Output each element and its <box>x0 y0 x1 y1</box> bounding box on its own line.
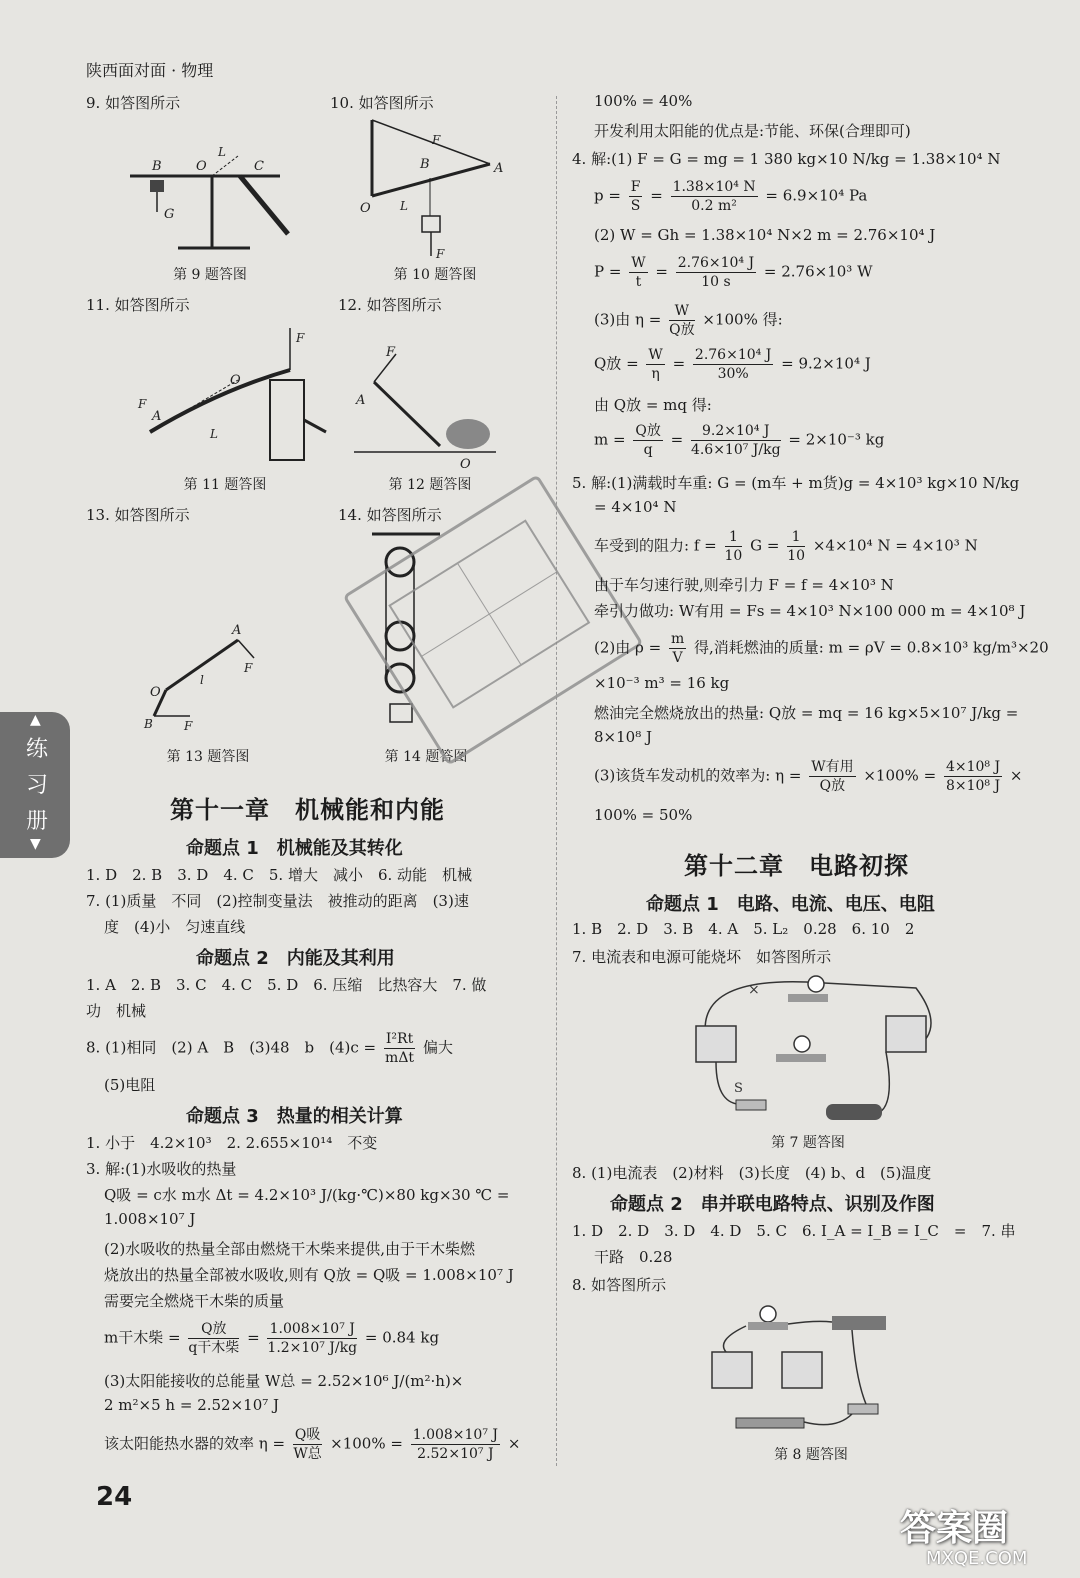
question-13: 13. 如答图所示 <box>86 506 190 524</box>
watermark-logo: 答案圈 <box>900 1508 1009 1549</box>
answer-line: 度 (4)小 匀速直线 <box>104 918 246 936</box>
denominator: 10 <box>724 548 743 564</box>
watermark-url: MXQE.COM <box>926 1548 1028 1569</box>
fraction <box>691 422 781 459</box>
fraction <box>188 1320 239 1357</box>
figure-9-lever <box>120 130 310 260</box>
answer-line: (2)水吸收的热量全部由燃烧干木柴来提供,由于干木柴燃 <box>104 1240 476 1258</box>
text-span: × <box>507 1434 521 1453</box>
svg-text:A: A <box>152 409 162 424</box>
svg-text:F: F <box>184 719 193 730</box>
svg-text:×: × <box>748 982 760 998</box>
question-10: 10. 如答图所示 <box>330 94 434 112</box>
svg-text:A: A <box>356 393 366 408</box>
svg-text:B: B <box>152 159 162 174</box>
denominator: V <box>672 650 683 666</box>
numerator: 2.76×10⁴ J <box>677 255 755 271</box>
text-span: m干木柴 = <box>104 1328 181 1347</box>
figure-13-lever <box>140 620 270 730</box>
question-12: 12. 如答图所示 <box>338 296 442 314</box>
numerator: W <box>648 347 663 363</box>
side-tab <box>0 712 70 858</box>
chapter-12-title: 第十二章 电路初探 <box>684 852 909 880</box>
text-span: 8. (1)相同 (2) A B (3)48 b (4)c = <box>86 1038 377 1057</box>
answer-line: 8. (1)电流表 (2)材料 (3)长度 (4) b、d (5)温度 <box>572 1164 932 1182</box>
text-span: m = <box>594 430 626 449</box>
numerator: W有用 <box>811 759 854 775</box>
denominator: S <box>630 198 641 214</box>
fraction <box>384 1030 415 1067</box>
formula-line: m干木柴 = $\frac{\text{Q放}}{\text{q干木柴}}$ = $\frac{\text{1.008×10⁷ J}}{\text{1.2×10⁷ J/kg}}$ = 0.84 kg <box>104 1321 440 1356</box>
formula-line: Q放 = $\frac{W}{\eta}$ = $\frac{\text{2.76×10⁴ J}}{30\%}$ = 9.2×10⁴ J <box>594 347 871 382</box>
svg-text:F: F <box>244 661 253 675</box>
side-tab-char: 册 <box>26 809 49 834</box>
denominator: q <box>643 442 653 458</box>
figure-7-caption: 第 7 题答图 <box>771 1135 845 1151</box>
answer-line: 8×10⁸ J <box>594 728 652 746</box>
formula-line <box>104 1426 520 1463</box>
denominator: W总 <box>293 1446 322 1462</box>
side-tab-char: 练 <box>26 737 49 762</box>
fraction <box>671 178 758 215</box>
answer-line: 牵引力做功: W有用 = Fs = 4×10³ N×100 000 m = 4×10⁸ J <box>594 602 1026 620</box>
denominator: 2.52×10⁷ J <box>417 1446 494 1462</box>
figure-13-caption: 第 13 题答图 <box>166 749 250 765</box>
question-9: 9. 如答图所示 <box>86 94 181 112</box>
text-span: (3)由 η = <box>594 310 662 329</box>
topic-11-1-title: 命题点 1 机械能及其转化 <box>186 838 403 859</box>
text-span: (2)由 ρ = <box>594 638 662 657</box>
svg-text:F: F <box>436 247 445 261</box>
fraction <box>676 254 756 291</box>
formula-line <box>594 630 1049 667</box>
answer-line: 干路 0.28 <box>594 1248 673 1266</box>
answer-line: 1. A 2. B 3. C 4. C 5. D 6. 压缩 比热容大 7. 做 <box>86 976 487 994</box>
numerator: 4×10⁸ J <box>945 759 1001 775</box>
svg-text:L: L <box>400 199 408 213</box>
numerator: 1.38×10⁴ N <box>672 179 756 195</box>
denominator: Q放 <box>669 322 695 338</box>
column-divider <box>556 96 557 1466</box>
answer-line: 4. 解:(1) F = G = mg = 1 380 kg×10 N/kg = 1.38×10⁴ N <box>572 150 1001 168</box>
fraction <box>293 1426 322 1463</box>
numerator: 9.2×10⁴ J <box>691 422 781 441</box>
figure-14-caption: 第 14 题答图 <box>384 749 468 765</box>
svg-text:L: L <box>210 427 218 441</box>
text-span: ×100% = <box>330 1434 403 1453</box>
topic-12-1-title: 命题点 1 电路、电流、电压、电阻 <box>646 894 935 915</box>
answer-line: 1. B 2. D 3. B 4. A 5. L₂ 0.28 6. 10 2 <box>572 920 915 938</box>
text-span: = 2×10⁻³ kg <box>788 430 885 449</box>
answer-line: 5. 解:(1)满载时车重: G = (m车 + m货)g = 4×10³ kg×10 N/kg <box>572 474 1020 492</box>
denominator: mΔt <box>385 1050 415 1066</box>
answer-line <box>86 1030 453 1067</box>
answer-line: 1.008×10⁷ J <box>104 1210 196 1228</box>
text-span: Q放 = <box>594 354 639 373</box>
fraction <box>944 758 1002 795</box>
numerator: 1 <box>725 528 743 547</box>
text-span: 该太阳能热水器的效率 η = <box>104 1434 286 1453</box>
figure-10-bracket <box>350 116 520 266</box>
text-span: ×100% = <box>863 766 937 785</box>
answer-line: 7. (1)质量 不同 (2)控制变量法 被推动的距离 (3)速 <box>86 892 469 910</box>
text-span: 车受到的阻力: f = <box>594 536 717 555</box>
answer-line: (3)太阳能接收的总能量 W总 = 2.52×10⁶ J/(m²·h)× <box>104 1372 464 1390</box>
answer-line: 2 m²×5 h = 2.52×10⁷ J <box>104 1396 280 1414</box>
numerator: m <box>670 631 685 647</box>
svg-text:F: F <box>432 133 441 147</box>
denominator: 1.2×10⁷ J/kg <box>267 1340 358 1356</box>
svg-text:G: G <box>164 207 175 222</box>
figure-11-pump <box>130 320 340 470</box>
text-span: = 2.76×10³ W <box>763 262 873 281</box>
numerator: Q放 <box>635 423 661 439</box>
text-span: × <box>1009 766 1023 785</box>
formula-line <box>594 758 1022 795</box>
answer-line: 1. D 2. D 3. D 4. D 5. C 6. I_A = I_B = I_C = 7. 串 <box>572 1222 1016 1240</box>
numerator: W <box>669 302 694 321</box>
figure-12-crowbar <box>350 340 500 470</box>
numerator: F <box>630 179 641 195</box>
fraction <box>267 1320 357 1357</box>
text-span: 得,消耗燃油的质量: m = ρV = 0.8×10³ kg/m³×20 <box>694 638 1049 657</box>
answer-line: (2) W = Gh = 1.38×10⁴ N×2 m = 2.76×10⁴ J <box>594 226 936 244</box>
answer-line: 烧放出的热量全部被水吸收,则有 Q放 = Q吸 = 1.008×10⁷ J <box>104 1266 514 1284</box>
text-span: G = <box>750 536 780 555</box>
numerator: 1.008×10⁷ J <box>267 1320 357 1339</box>
text-span: ×4×10⁴ N = 4×10³ N <box>812 536 978 555</box>
formula-line: m = $\frac{\text{Q放}}{q}$ = $\frac{\text{9.2×10⁴ J}}{\text{4.6×10⁷ J/kg}}$ = 2×10⁻³ kg <box>594 423 885 458</box>
answer-line: 由 Q放 = mq 得: <box>594 396 712 414</box>
denominator: q干木柴 <box>188 1340 240 1356</box>
page-number: 24 <box>96 1482 133 1512</box>
answer-line: 需要完全燃烧干木柴的质量 <box>104 1292 285 1310</box>
figure-11-caption: 第 11 题答图 <box>183 477 267 493</box>
fraction <box>633 422 662 459</box>
answer-line: ×10⁻³ m³ = 16 kg <box>594 674 730 692</box>
numerator: Q吸 <box>294 1427 321 1443</box>
svg-text:O: O <box>230 373 241 388</box>
answer-line: 100% = 40% <box>594 92 693 110</box>
svg-text:O: O <box>460 457 471 470</box>
svg-text:F: F <box>296 331 305 345</box>
text-span: (3)该货车发动机的效率为: η = <box>594 766 802 785</box>
running-header: 陕西面对面 · 物理 <box>86 61 214 80</box>
svg-text:A: A <box>494 161 504 176</box>
numerator: 2.76×10⁴ J <box>694 347 772 363</box>
fraction <box>693 346 773 383</box>
svg-text:B: B <box>144 717 153 730</box>
text-span: = 6.9×10⁴ Pa <box>765 186 868 205</box>
denominator: 30% <box>717 366 749 382</box>
topic-11-2-title: 命题点 2 内能及其利用 <box>196 948 395 969</box>
triangle-up-icon: ▲ <box>30 712 41 728</box>
formula-line: P = $\frac{W}{t}$ = $\frac{\text{2.76×10⁴ J}}{10 s}$ = 2.76×10³ W <box>594 255 873 290</box>
text-span: 偏大 <box>423 1038 454 1057</box>
figure-8-caption: 第 8 题答图 <box>774 1447 848 1463</box>
numerator: 1 <box>787 528 805 547</box>
answer-line: 8. 如答图所示 <box>572 1276 667 1294</box>
answer-line: (5)电阻 <box>104 1076 156 1094</box>
answer-line: = 4×10⁴ N <box>594 498 677 516</box>
denominator: Q放 <box>819 778 846 794</box>
denominator: 4.6×10⁷ J/kg <box>690 442 781 458</box>
question-11: 11. 如答图所示 <box>86 296 190 314</box>
numerator: W <box>631 255 646 271</box>
svg-text:B: B <box>420 157 430 172</box>
topic-11-3-title: 命题点 3 热量的相关计算 <box>186 1106 403 1127</box>
chapter-11-title: 第十一章 机械能和内能 <box>170 796 445 824</box>
svg-text:O: O <box>150 685 161 700</box>
answer-line: 1. 小于 4.2×10³ 2. 2.655×10¹⁴ 不变 <box>86 1134 378 1152</box>
topic-12-2-title: 命题点 2 串并联电路特点、识别及作图 <box>610 1194 935 1215</box>
svg-text:F: F <box>138 397 147 411</box>
fraction <box>787 528 805 565</box>
side-tab-char: 习 <box>26 773 49 798</box>
triangle-down-icon: ▼ <box>30 836 41 852</box>
svg-text:l: l <box>200 673 204 687</box>
answer-line: 3. 解:(1)水吸收的热量 <box>86 1160 237 1178</box>
svg-text:A: A <box>232 623 242 638</box>
denominator: η <box>651 366 660 382</box>
numerator: Q放 <box>188 1320 239 1339</box>
fraction <box>646 346 664 383</box>
formula-line <box>594 528 978 565</box>
fraction <box>669 302 694 339</box>
fraction <box>629 178 643 215</box>
denominator: 10 s <box>701 274 731 290</box>
text-span: P = <box>594 262 622 281</box>
svg-text:S: S <box>734 1081 743 1096</box>
answer-line: Q吸 = c水 m水 Δt = 4.2×10³ J/(kg·℃)×80 kg×30 ℃ = <box>104 1186 510 1204</box>
question-14: 14. 如答图所示 <box>338 506 442 524</box>
svg-text:O: O <box>360 201 371 216</box>
fraction <box>809 758 855 795</box>
fraction <box>629 254 647 291</box>
formula-line <box>594 302 783 339</box>
numerator: 1.008×10⁷ J <box>412 1427 499 1443</box>
answer-line: 开发利用太阳能的优点是:节能、环保(合理即可) <box>594 122 911 140</box>
denominator: 0.2 m² <box>691 198 737 214</box>
formula-line: p = $\frac{F}{S}$ = $\frac{\text{1.38×10⁴ N}}{\text{0.2 m²}}$ = 6.9×10⁴ Pa <box>594 179 868 214</box>
answer-line: 100% = 50% <box>594 806 693 824</box>
fraction <box>669 630 686 667</box>
text-span: = 0.84 kg <box>364 1328 440 1347</box>
svg-text:F: F <box>386 345 396 360</box>
text-span: p = <box>594 186 621 205</box>
answer-line: 1. D 2. B 3. D 4. C 5. 增大 减小 6. 动能 机械 <box>86 866 473 884</box>
denominator: t <box>635 274 642 290</box>
fraction <box>725 528 743 565</box>
svg-text:C: C <box>254 159 264 174</box>
numerator: I²Rt <box>385 1031 414 1047</box>
answer-line: 由于车匀速行驶,则牵引力 F = f = 4×10³ N <box>594 576 894 594</box>
svg-text:O: O <box>196 159 207 174</box>
denominator: 8×10⁸ J <box>945 778 1001 794</box>
fraction <box>411 1426 500 1463</box>
svg-text:L: L <box>218 145 226 159</box>
text-span: = 9.2×10⁴ J <box>781 354 871 373</box>
figure-10-caption: 第 10 题答图 <box>393 267 477 283</box>
answer-line: 燃油完全燃烧放出的热量: Q放 = mq = 16 kg×5×10⁷ J/kg = <box>594 704 1019 722</box>
answer-line: 功 机械 <box>86 1002 147 1020</box>
figure-7-circuit <box>676 968 946 1128</box>
figure-8-circuit <box>706 1300 906 1440</box>
figure-12-caption: 第 12 题答图 <box>388 477 472 493</box>
text-span: ×100% 得: <box>702 310 783 329</box>
answer-line: 7. 电流表和电源可能烧坏 如答图所示 <box>572 948 832 966</box>
denominator: 10 <box>787 548 806 564</box>
figure-9-caption: 第 9 题答图 <box>173 267 247 283</box>
